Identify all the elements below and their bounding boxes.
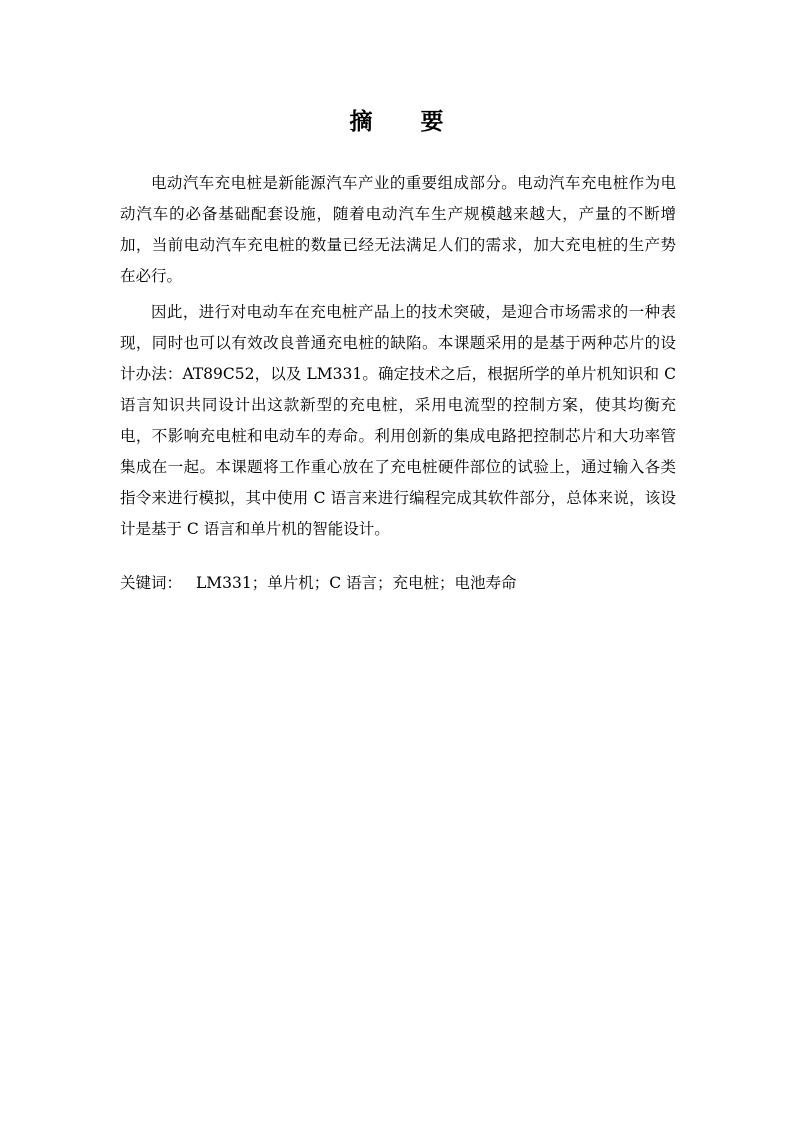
abstract-paragraph-2: 因此，进行对电动车在充电桩产品上的技术突破，是迎合市场需求的一种表现，同时也可以有效改良普通充电桩的缺陷。本课题采用的是基于两种芯片的设计办法：AT89C52，以及 LM331。确定技术之后，根据所学的单片机知识和 C 语言知识共同设计出这款新型的充电桩，采用电流型的控制方案，使其均衡充电，不影响充电桩和电动车的寿命。利用创新的集成电路把控制芯片和大功率管集成在一起。本课题将工作重心放在了充电桩硬件部位的试验上，通过输入各类指令来进行模拟，其中使用 C 语言来进行编程完成其软件部分，总体来说，该设计是基于 C 语言和单片机的智能设计。 [120,303,676,538]
keywords-line [120,568,680,599]
abstract-body [120,168,676,550]
keywords-value: LM331；单片机；C 语言；充电桩；电池寿命 [196,574,517,592]
abstract-title: 摘要 [349,109,492,135]
abstract-paragraph-1: 电动汽车充电桩是新能源汽车产业的重要组成部分。电动汽车充电桩作为电动汽车的必备基础配套设施，随着电动汽车生产规模越来越大，产量的不断增加，当前电动汽车充电桩的数量已经无法满足人们的需求，加大充电桩的生产势在必行。 [120,174,676,285]
keywords-label: 关键词： [120,574,183,592]
